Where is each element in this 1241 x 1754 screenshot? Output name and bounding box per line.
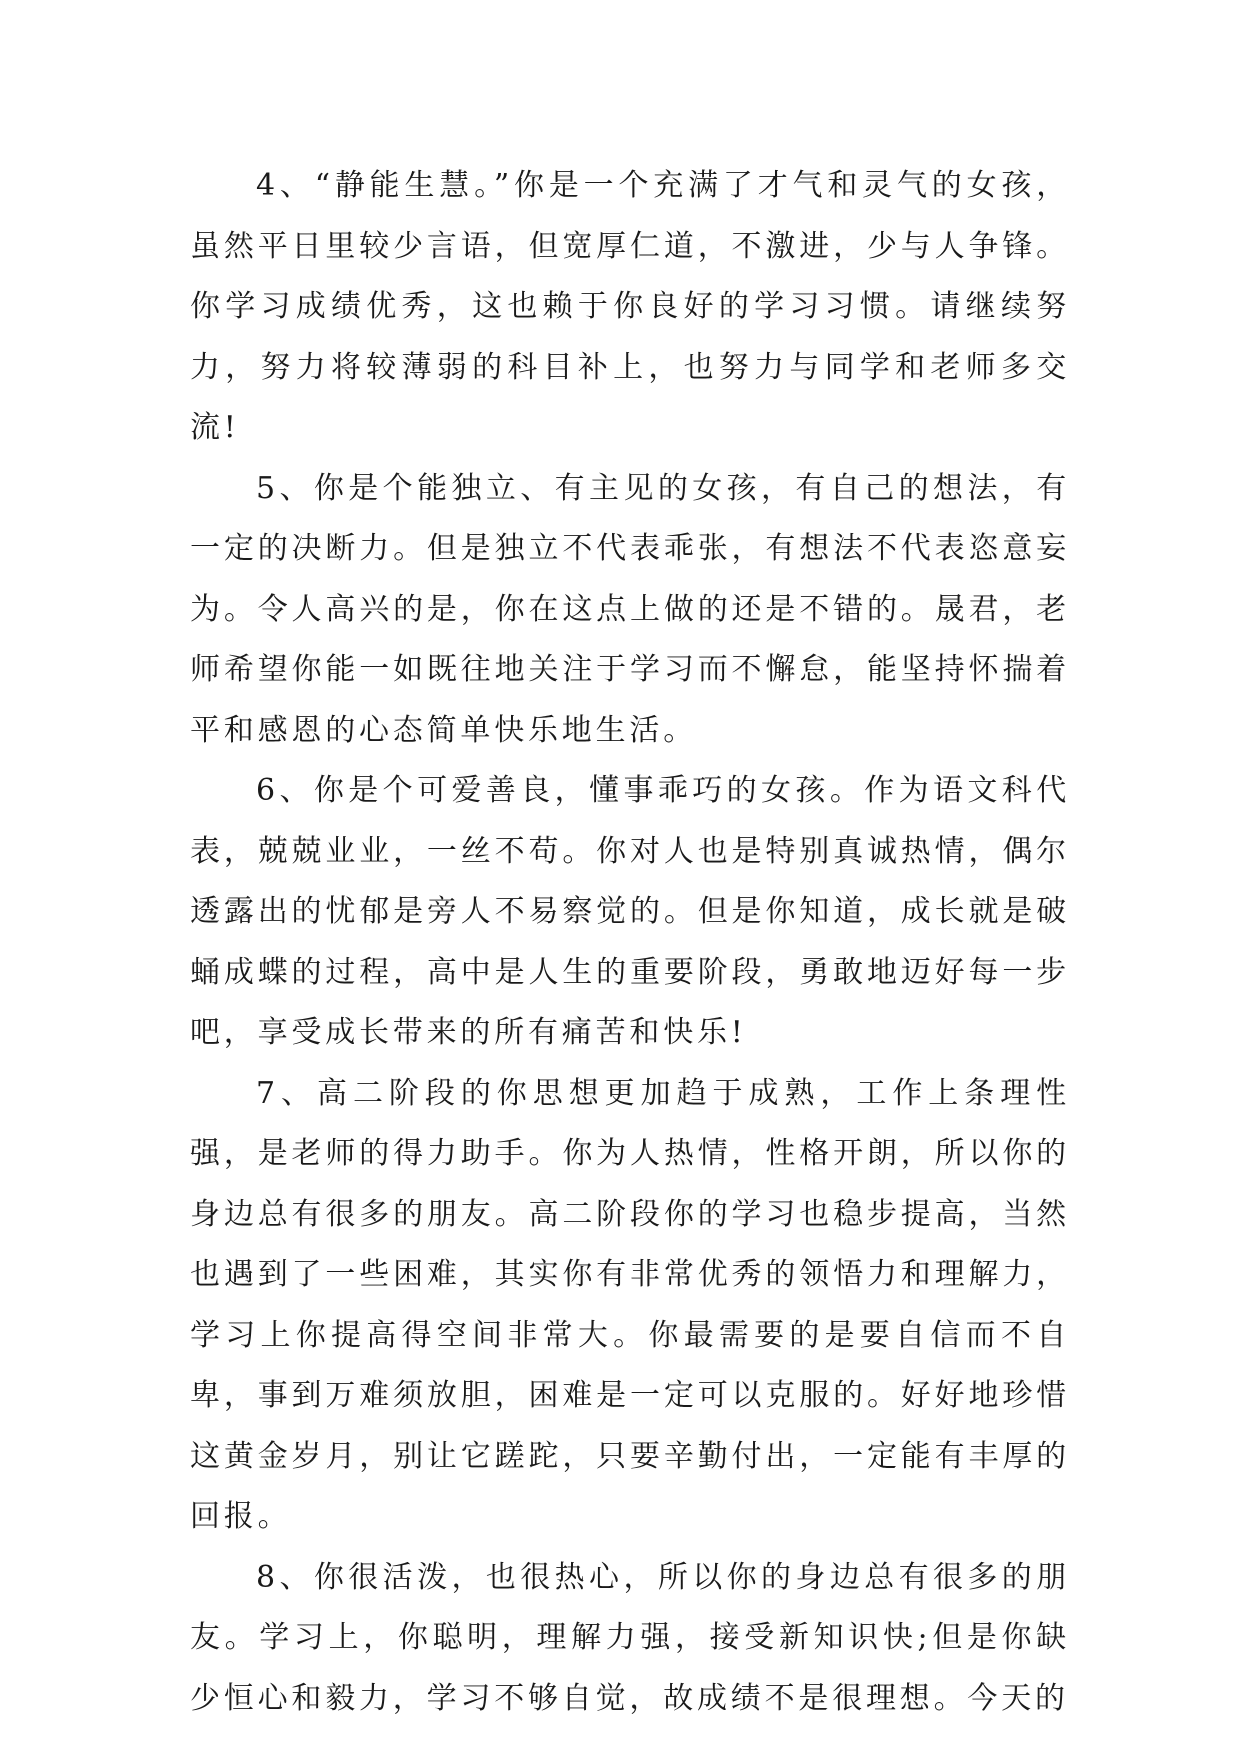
comment-paragraph-5: 5、你是个能独立、有主见的女孩，有自己的想法，有一定的决断力。但是独立不代表乖张，有想法不代表恣意妄为。令人高兴的是，你在这点上做的还是不错的。晟君，老师希望你能一如既往地关注于学习而不懈怠，能坚持怀揣着平和感恩的心态简单快乐地生活。: [190, 470, 1070, 748]
document-body: [190, 156, 1070, 1729]
comment-paragraph-8: 8、你很活泼，也很热心，所以你的身边总有很多的朋友。学习上，你聪明，理解力强，接受新知识快;但是你缺少恒心和毅力，学习不够自觉，故成绩不是很理想。今天的: [190, 1559, 1070, 1716]
comment-paragraph-7: 7、高二阶段的你思想更加趋于成熟，工作上条理性强，是老师的得力助手。你为人热情，性格开朗，所以你的身边总有很多的朋友。高二阶段你的学习也稳步提高，当然也遇到了一些困难，其实你有非常优秀的领悟力和理解力，学习上你提高得空间非常大。你最需要的是要自信而不自卑，事到万难须放胆，困难是一定可以克服的。好好地珍惜这黄金岁月，别让它蹉跎，只要辛勤付出，一定能有丰厚的回报。: [190, 1075, 1070, 1534]
comment-paragraph-6: 6、你是个可爱善良，懂事乖巧的女孩。作为语文科代表，兢兢业业，一丝不苟。你对人也是特别真诚热情，偶尔透露出的忧郁是旁人不易察觉的。但是你知道，成长就是破蛹成蝶的过程，高中是人生的重要阶段，勇敢地迈好每一步吧，享受成长带来的所有痛苦和快乐!: [190, 773, 1070, 1050]
comment-paragraph-4: 4、“静能生慧。”你是一个充满了才气和灵气的女孩，虽然平日里较少言语，但宽厚仁道，不激进，少与人争锋。你学习成绩优秀，这也赖于你良好的学习习惯。请继续努力，努力将较薄弱的科目补上，也努力与同学和老师多交流!: [190, 168, 1070, 445]
